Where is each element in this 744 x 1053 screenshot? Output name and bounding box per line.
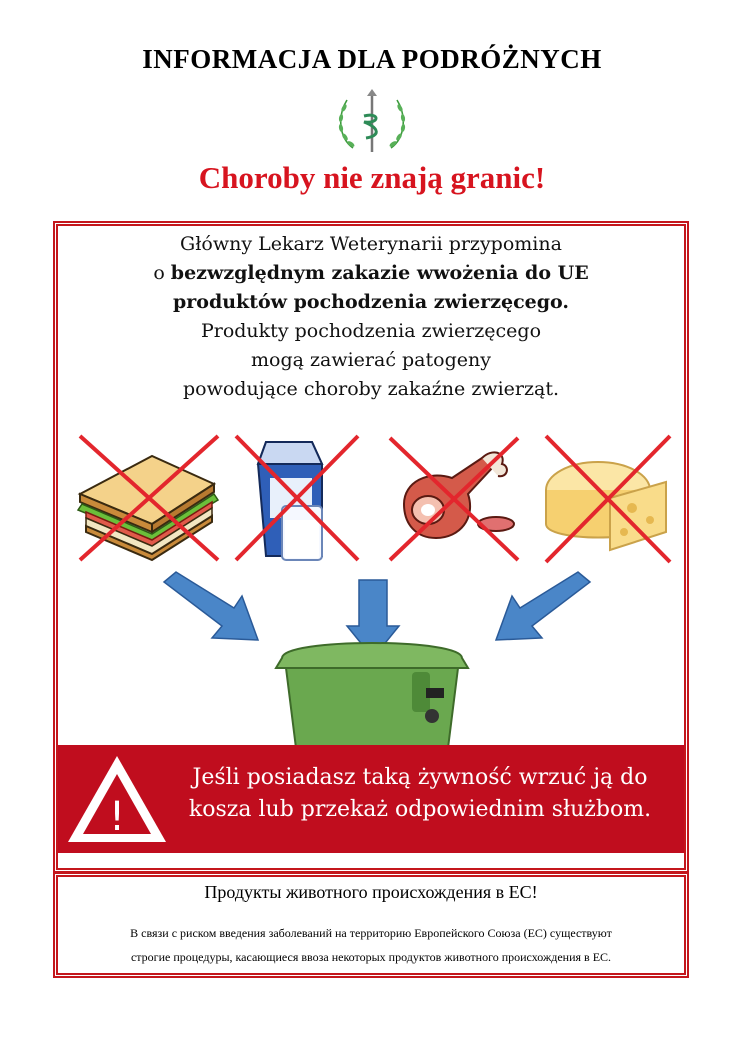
sandwich-icon <box>72 428 222 564</box>
intro-line-3 <box>56 288 686 317</box>
intro-line-2-prefix: o <box>153 262 171 284</box>
arrow-right-icon <box>484 568 594 648</box>
page-title: INFORMACJA DLA PODRÓŻNYCH <box>142 44 602 74</box>
russian-title: Продукты животного происхождения в ЕС! <box>204 882 538 902</box>
milk-icon <box>230 428 362 566</box>
slogan: Choroby nie znają granic! <box>198 160 546 195</box>
meat-icon <box>384 428 524 568</box>
waste-bin-icon <box>272 628 472 748</box>
cheese-icon <box>540 428 674 568</box>
intro-line-3-bold: produktów pochodzenia zwierzęcego. <box>172 291 570 313</box>
russian-line-1: В связи с риском введения заболеваний на территорию Европейского Союза (ЕС) существуют <box>130 926 612 940</box>
veterinary-emblem-icon <box>331 86 413 158</box>
intro-line-5: mogą zawierać patogeny <box>251 349 491 371</box>
intro-line-4: Produkty pochodzenia zwierzęcego <box>200 320 542 342</box>
intro-text <box>56 230 686 404</box>
russian-text <box>60 921 682 969</box>
warning-icon <box>62 750 172 848</box>
intro-line-2 <box>56 259 686 288</box>
banner-line-2: kosza lub przekaż odpowiednim służbom. <box>188 797 652 822</box>
intro-line-6: powodujące choroby zakaźne zwierząt. <box>182 378 560 400</box>
intro-line-1: Główny Lekarz Weterynarii przypomina <box>180 233 562 255</box>
warning-symbol: ! <box>108 794 126 840</box>
intro-line-2-bold: bezwzględnym zakazie wwożenia do UE <box>170 262 589 284</box>
russian-line-2: строгие процедуры, касающиеся ввоза некоторых продуктов животного происхождения в ЕС. <box>130 950 612 964</box>
arrow-left-icon <box>160 568 270 648</box>
banner-text <box>160 762 680 826</box>
banner-line-1: Jeśli posiadasz taką żywność wrzuć ją do <box>192 765 648 790</box>
